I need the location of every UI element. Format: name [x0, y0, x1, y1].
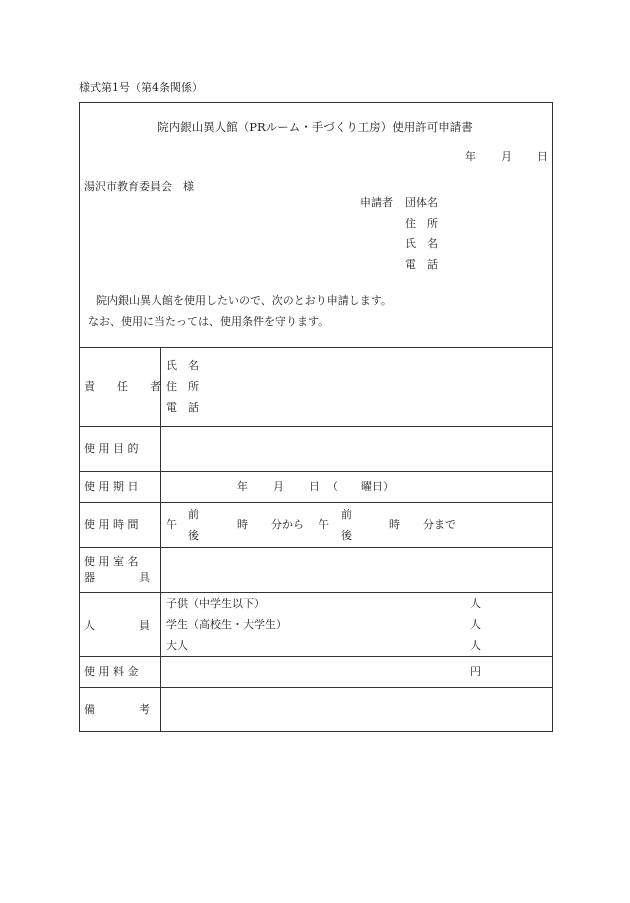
- date-day-label: 日: [537, 150, 548, 163]
- time-end-pm: 後: [341, 529, 352, 542]
- intro-line-1: 院内銀山異人館を使用したいので、次のとおり申請します。: [96, 294, 392, 307]
- room-label: 使 用 室 名: [84, 555, 139, 568]
- form-title: 院内銀山異人館（PRルーム・手づくり工房）使用許可申請書: [157, 120, 473, 134]
- intro-line-2: なお、使用に当たっては、使用条件を守ります。: [88, 315, 330, 328]
- remarks-label: 備 考: [84, 703, 150, 716]
- applicant-label: 申請者: [360, 196, 393, 209]
- time-start-noon: 午: [166, 518, 177, 531]
- row-rule: [79, 592, 553, 593]
- applicant-org-label: 団体名: [405, 196, 438, 209]
- fee-unit: 円: [470, 665, 481, 678]
- date-year-label: 年: [465, 150, 476, 163]
- time-end-noon: 午: [318, 518, 329, 531]
- purpose-label: 使 用 目 的: [84, 442, 139, 455]
- applicant-address-label: 住 所: [405, 217, 438, 230]
- table-top-rule: [79, 347, 553, 348]
- date-month-label: 月: [501, 150, 512, 163]
- people-students-label: 学生（高校生・大学生）: [166, 618, 287, 631]
- equipment-label: 器 具: [84, 571, 150, 584]
- time-start-pm: 後: [188, 529, 199, 542]
- time-from: 分から: [271, 518, 304, 531]
- responsible-phone-label: 電 話: [166, 401, 199, 414]
- responsible-address-label: 住 所: [166, 380, 199, 393]
- people-label: 人 員: [84, 619, 150, 632]
- row-rule: [79, 656, 553, 657]
- addressee: 湯沢市教育委員会 様: [84, 180, 194, 193]
- people-children-label: 子供（中学生以下）: [166, 597, 265, 610]
- people-adults-label: 大人: [166, 639, 188, 652]
- people-adults-unit: 人: [470, 639, 481, 652]
- people-students-unit: 人: [470, 618, 481, 631]
- time-until: 分まで: [423, 518, 456, 531]
- applicant-phone-label: 電 話: [405, 258, 438, 271]
- period-weekday: 曜日）: [361, 480, 394, 493]
- period-year: 年: [237, 480, 248, 493]
- time-end-am: 前: [341, 508, 352, 521]
- responsible-name-label: 氏 名: [166, 359, 199, 372]
- period-month: 月: [273, 480, 284, 493]
- people-children-unit: 人: [470, 597, 481, 610]
- row-rule: [79, 426, 553, 427]
- fee-label: 使 用 料 金: [84, 665, 139, 678]
- form-number: 様式第1号（第4条関係）: [79, 81, 203, 94]
- time-label: 使 用 時 間: [84, 518, 139, 531]
- time-start-am: 前: [188, 508, 199, 521]
- label-column-divider: [160, 347, 161, 732]
- period-paren-open: （: [327, 480, 338, 493]
- row-rule: [79, 502, 553, 503]
- form-frame: [79, 102, 553, 732]
- time-start-hour: 時: [237, 518, 248, 531]
- time-end-hour: 時: [389, 518, 400, 531]
- row-rule: [79, 547, 553, 548]
- period-day: 日: [309, 480, 320, 493]
- period-label: 使 用 期 日: [84, 480, 139, 493]
- responsible-label: 責 任 者: [84, 380, 161, 393]
- row-rule: [79, 687, 553, 688]
- row-rule: [79, 471, 553, 472]
- applicant-name-label: 氏 名: [405, 237, 438, 250]
